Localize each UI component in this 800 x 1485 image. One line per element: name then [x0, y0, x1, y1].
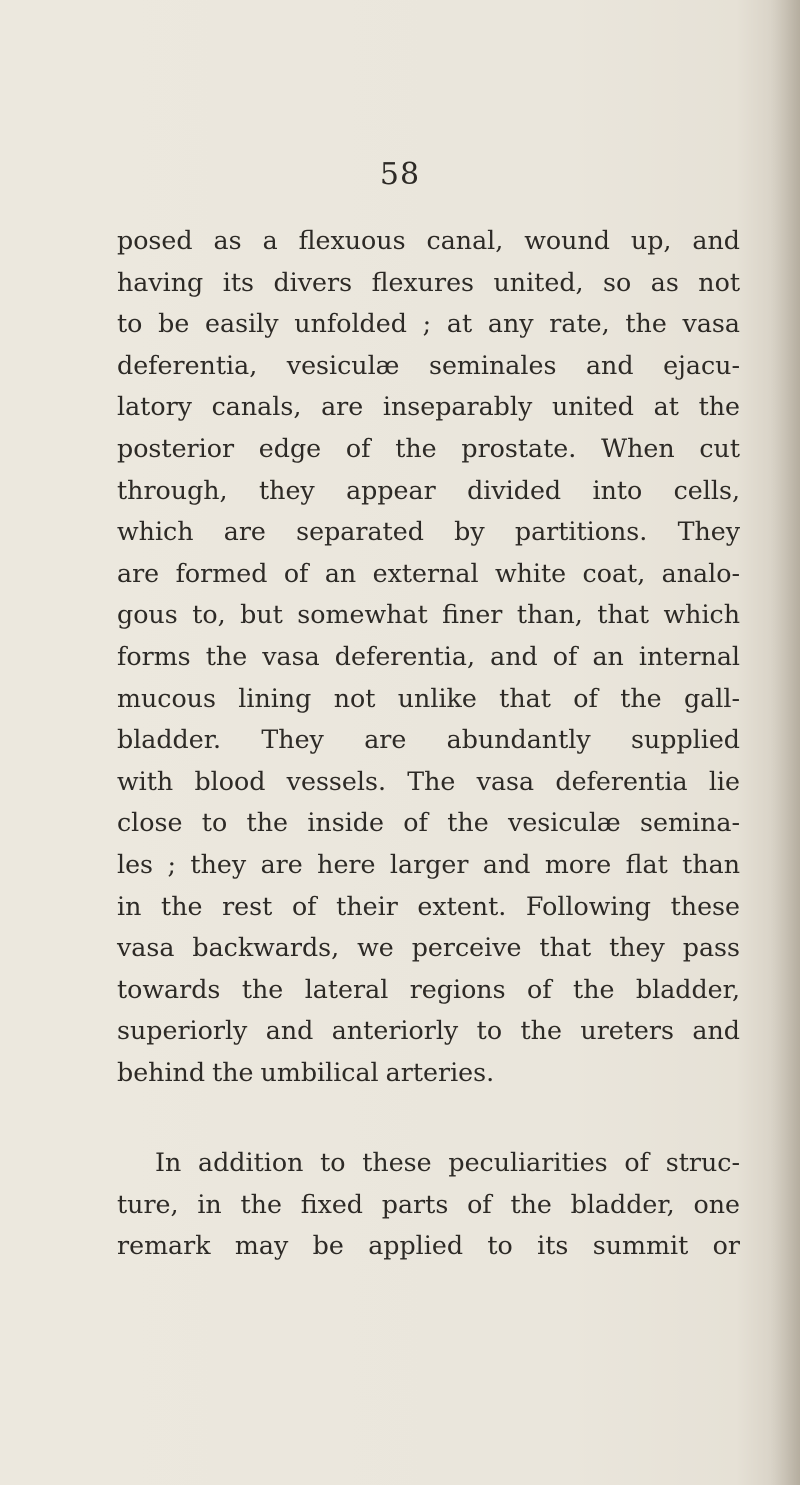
- text-line: close to the inside of the vesiculæ semina-: [117, 808, 740, 838]
- paragraph-2: [117, 1142, 740, 1267]
- text-line: vasa backwards, we perceive that they pass: [117, 933, 740, 963]
- text-line: mucous lining not unlike that of the gall-: [117, 683, 740, 713]
- text-line: deferentia, vesiculæ seminales and ejacu-: [117, 350, 740, 380]
- text-line: having its divers flexures united, so as not: [117, 267, 740, 297]
- text-line: les ; they are here larger and more flat than: [117, 849, 740, 879]
- text-line: behind the umbilical arteries.: [117, 1057, 495, 1087]
- text-line: in the rest of their extent. Following these: [117, 891, 740, 921]
- text-line: posed as a flexuous canal, wound up, and: [117, 226, 740, 255]
- page-edge-shadow: [770, 0, 800, 1485]
- text-line: forms the vasa deferentia, and of an internal: [117, 641, 740, 671]
- text-line: latory canals, are inseparably united at the: [117, 392, 740, 422]
- text-line: posterior edge of the prostate. When cut: [117, 433, 740, 463]
- text-line: gous to, but somewhat finer than, that which: [117, 600, 740, 630]
- text-line: to be easily unfolded ; at any rate, the vasa: [117, 309, 740, 339]
- text-line: superiorly and anteriorly to the ureters and: [117, 1016, 740, 1046]
- page-number: 58: [379, 157, 421, 192]
- text-line: towards the lateral regions of the bladder,: [117, 974, 740, 1004]
- text-line: bladder. They are abundantly supplied: [117, 725, 740, 755]
- text-line: are formed of an external white coat, analo-: [117, 558, 740, 588]
- text-line: through, they appear divided into cells,: [117, 475, 740, 505]
- text-line: with blood vessels. The vasa deferentia lie: [117, 766, 740, 796]
- text-line: In addition to these peculiarities of struc-: [155, 1148, 740, 1177]
- text-line: remark may be applied to its summit or: [117, 1231, 740, 1261]
- paragraph-1: [117, 220, 740, 1093]
- text-line: ture, in the fixed parts of the bladder, one: [117, 1189, 740, 1219]
- text-line: which are separated by partitions. They: [117, 517, 740, 547]
